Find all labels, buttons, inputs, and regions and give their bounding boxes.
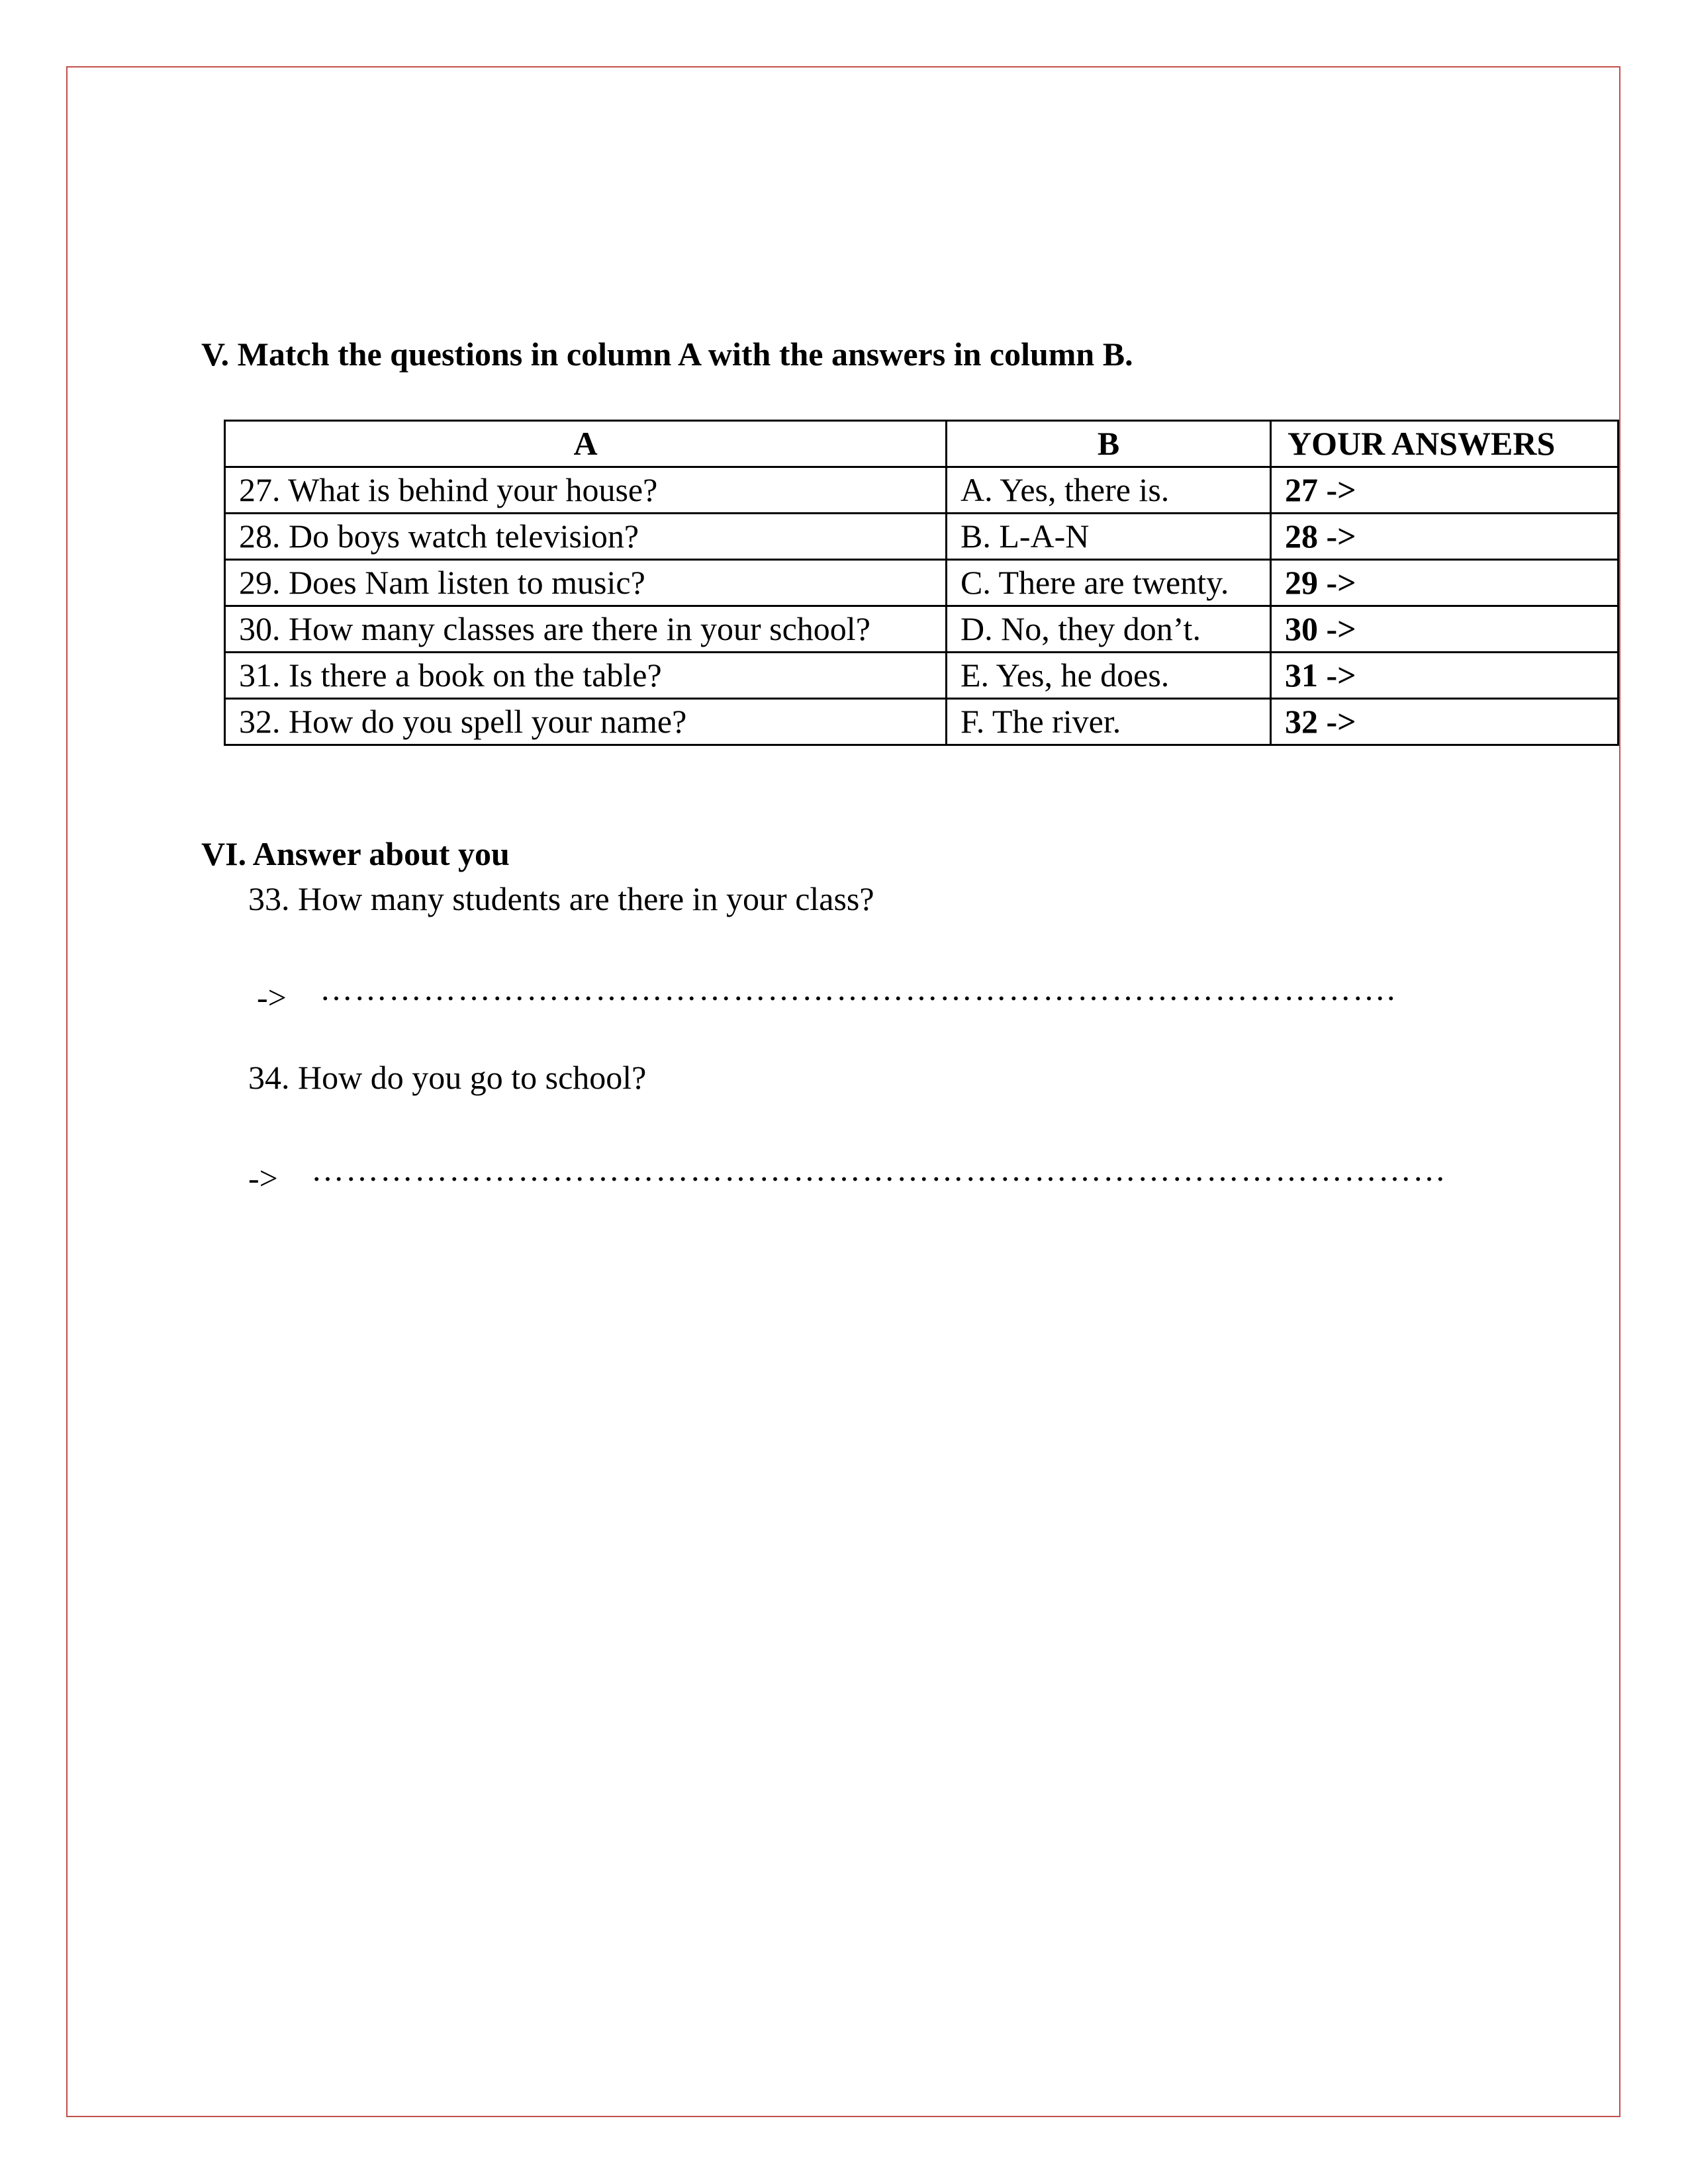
option-cell: A. Yes, there is.: [947, 467, 1271, 514]
table-header-row: [225, 421, 1618, 467]
option-cell: C. There are twenty.: [947, 560, 1271, 606]
answer-line-34[interactable]: [248, 1150, 1523, 1198]
question-33: 33. How many students are there in your class?: [248, 880, 874, 917]
option-cell: D. No, they don’t.: [947, 606, 1271, 653]
arrow-label: ->: [257, 979, 287, 1016]
answer-cell[interactable]: 27 ->: [1271, 467, 1618, 514]
section-v-title: V. Match the questions in column A with the answers in column B.: [201, 336, 1133, 373]
your-answers-header: YOUR ANSWERS: [1271, 421, 1618, 467]
answer-cell[interactable]: 30 ->: [1271, 606, 1618, 653]
answer-blank[interactable]: ………………………………………………………………………………….: [320, 970, 1397, 1007]
question-34: 34. How do you go to school?: [248, 1059, 647, 1096]
matching-table: [224, 420, 1619, 746]
table-row: [225, 560, 1618, 606]
question-cell: 27. What is behind your house?: [225, 467, 947, 514]
question-cell: 31. Is there a book on the table?: [225, 653, 947, 699]
option-cell: B. L-A-N: [947, 514, 1271, 560]
answer-cell[interactable]: 28 ->: [1271, 514, 1618, 560]
answer-cell[interactable]: 31 ->: [1271, 653, 1618, 699]
table-row: [225, 514, 1618, 560]
answer-line-33[interactable]: [257, 969, 1498, 1017]
column-b-header: B: [947, 421, 1271, 467]
question-cell: 32. How do you spell your name?: [225, 699, 947, 745]
table-row: [225, 653, 1618, 699]
column-a-header: A: [225, 421, 947, 467]
answer-cell[interactable]: 29 ->: [1271, 560, 1618, 606]
question-cell: 28. Do boys watch television?: [225, 514, 947, 560]
answer-blank[interactable]: ………………………………………………………………………………………: [311, 1151, 1447, 1188]
table-row: [225, 467, 1618, 514]
question-cell: 30. How many classes are there in your school?: [225, 606, 947, 653]
option-cell: E. Yes, he does.: [947, 653, 1271, 699]
arrow-label: ->: [248, 1160, 278, 1197]
table-row: [225, 699, 1618, 745]
answer-cell[interactable]: 32 ->: [1271, 699, 1618, 745]
table-row: [225, 606, 1618, 653]
question-cell: 29. Does Nam listen to music?: [225, 560, 947, 606]
section-vi-title: VI. Answer about you: [201, 835, 510, 872]
option-cell: F. The river.: [947, 699, 1271, 745]
